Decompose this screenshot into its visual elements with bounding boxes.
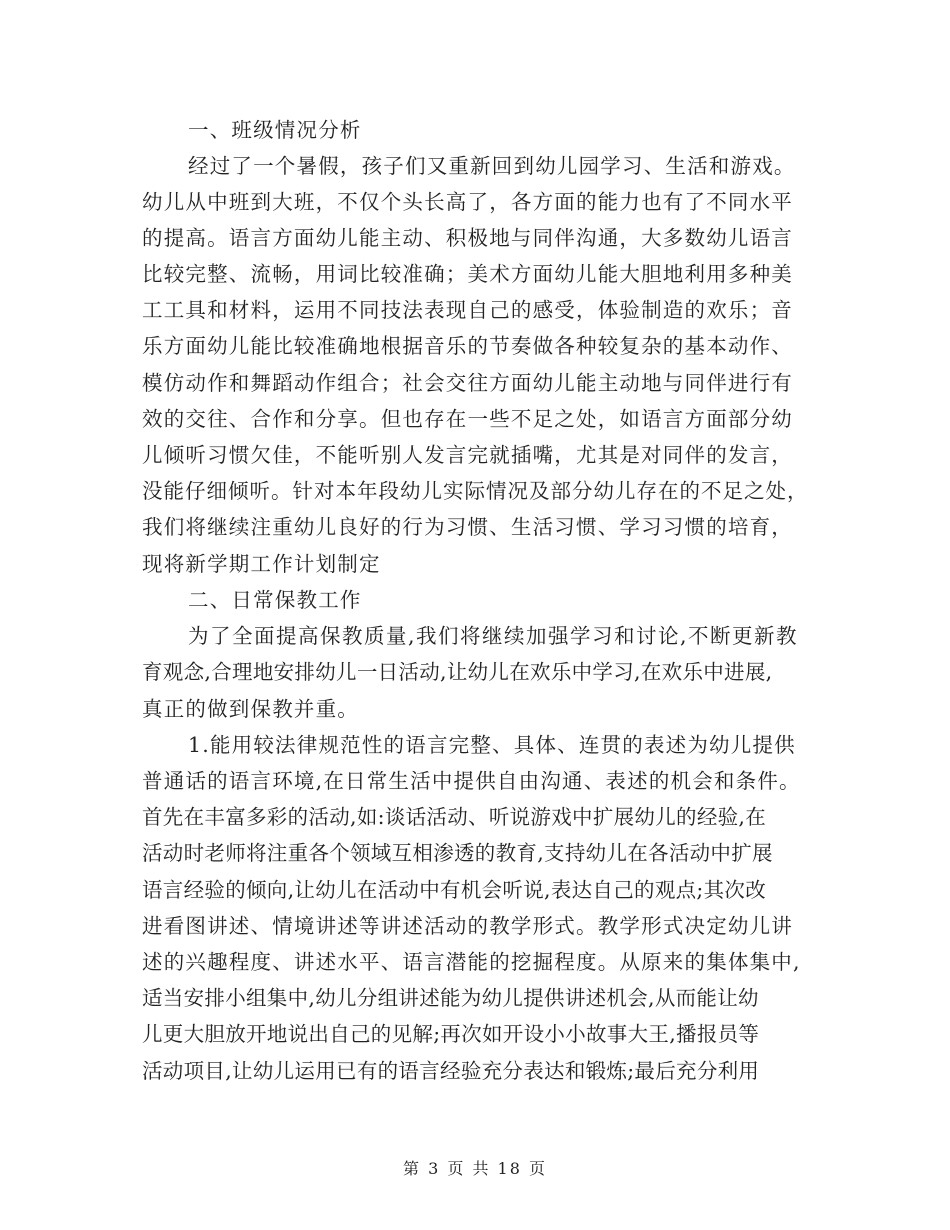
text-line: 普通话的语言环境,在日常生活中提供自由沟通、表述的机会和条件。 [142, 769, 801, 793]
text-line: 1.能用较法律规范性的语言完整、具体、连贯的表述为幼儿提供 [188, 733, 796, 757]
text-line: 儿倾听习惯欠佳，不能听别人发言完就插嘴，尤其是对同伴的发言， [142, 443, 793, 467]
text-line: 真正的做到保教并重。 [142, 697, 359, 721]
text-line: 比较完整、流畅，用词比较准确；美术方面幼儿能大胆地利用多种美 [142, 262, 793, 286]
text-line: 乐方面幼儿能比较准确地根据音乐的节奏做各种较复杂的基本动作、 [142, 334, 793, 358]
text-line: 工工具和材料，运用不同技法表现自己的感受，体验制造的欢乐；音 [142, 298, 793, 322]
text-line: 模仿动作和舞蹈动作组合；社会交往方面幼儿能主动地与同伴进行有 [142, 371, 793, 395]
text-line: 现将新学期工作计划制定 [142, 552, 381, 576]
page-number-footer: 第 3 页 共 18 页 [403, 1159, 547, 1178]
text-line: 没能仔细倾听。针对本年段幼儿实际情况及部分幼儿存在的不足之处， [142, 479, 809, 503]
text-line: 儿更大胆放开地说出自己的见解;再次如开设小小故事大王,播报员等 [142, 1022, 760, 1046]
text-line: 经过了一个暑假，孩子们又重新回到幼儿园学习、生活和游戏。 [188, 154, 796, 178]
text-line: 效的交往、合作和分享。但也存在一些不足之处，如语言方面部分幼 [142, 407, 793, 431]
text-line: 活动项目,让幼儿运用已有的语言经验充分表达和锻炼;最后充分利用 [142, 1059, 760, 1083]
text-line: 的提高。语言方面幼儿能主动、积极地与同伴沟通，大多数幼儿语言 [142, 226, 793, 250]
text-line: 进看图讲述、情境讲述等讲述活动的教学形式。教学形式决定幼儿讲 [142, 914, 793, 938]
text-line: 首先在丰富多彩的活动,如:谈话活动、听说游戏中扩展幼儿的经验,在 [142, 805, 767, 829]
text-line: 育观念,合理地安排幼儿一日活动,让幼儿在欢乐中学习,在欢乐中进展, [142, 660, 773, 684]
text-line: 幼儿从中班到大班，不仅个头长高了，各方面的能力也有了不同水平 [142, 190, 793, 214]
text-line: 述的兴趣程度、讲述水平、语言潜能的挖掘程度。从原来的集体集中, [142, 950, 801, 974]
section-heading: 二、日常保教工作 [188, 588, 362, 612]
text-line: 语言经验的倾向,让幼儿在活动中有机会听说,表达自己的观点;其次改 [142, 878, 767, 902]
text-line: 我们将继续注重幼儿良好的行为习惯、生活习惯、学习习惯的培育， [142, 515, 793, 539]
section-heading: 一、班级情况分析 [188, 118, 362, 142]
text-line: 适当安排小组集中,幼儿分组讲述能为幼儿提供讲述机会,从而能让幼 [142, 986, 759, 1010]
text-line: 为了全面提高保教质量,我们将继续加强学习和讨论,不断更新教 [188, 624, 799, 648]
text-line: 活动时老师将注重各个领域互相渗透的教育,支持幼儿在各活动中扩展 [142, 841, 773, 865]
